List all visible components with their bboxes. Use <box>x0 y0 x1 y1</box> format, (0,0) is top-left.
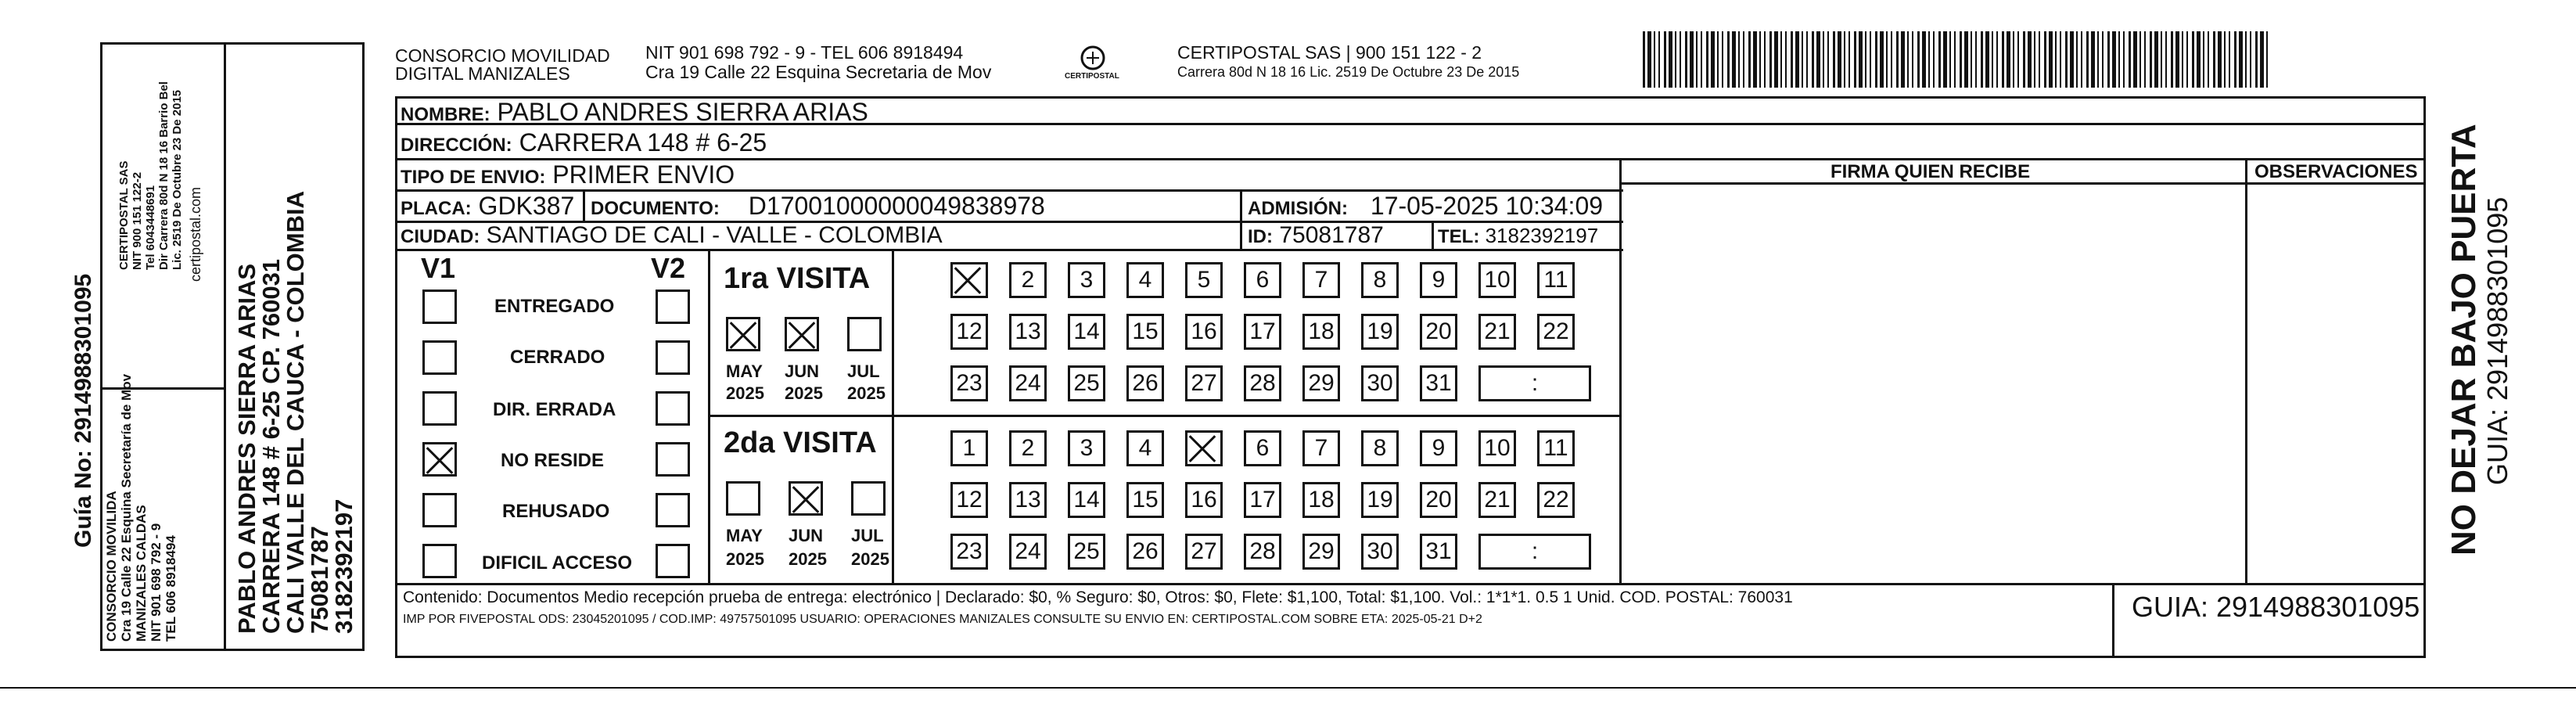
day-box[interactable]: 11 <box>1537 430 1575 466</box>
month-check-checked[interactable] <box>726 317 760 351</box>
admision-value: 17-05-2025 10:34:09 <box>1370 192 1604 220</box>
documento-label: DOCUMENTO: <box>591 198 720 219</box>
day-box[interactable]: 2 <box>1009 430 1047 466</box>
day-box[interactable]: 13 <box>1009 314 1047 350</box>
ciudad-label: CIUDAD: <box>401 226 480 247</box>
reason-label: CERRADO <box>510 347 605 368</box>
reason-v1-check[interactable] <box>422 493 457 527</box>
year-label: 2025 <box>789 549 827 569</box>
id-row <box>1248 222 1384 249</box>
day-box[interactable]: 23 <box>950 365 988 401</box>
barcode <box>1643 31 2269 88</box>
documento-row <box>591 192 1045 221</box>
tel-value: 3182392197 <box>1485 224 1599 247</box>
second-visit-title: 2da VISITA <box>724 426 877 459</box>
day-box[interactable]: 21 <box>1478 314 1516 350</box>
ciudad-row <box>401 222 943 249</box>
month-check-checked[interactable] <box>785 317 819 351</box>
tipo-row <box>401 160 735 189</box>
day-box[interactable]: 23 <box>950 534 988 570</box>
v2-label: V2 <box>651 252 686 284</box>
day-box[interactable]: 9 <box>1420 262 1457 298</box>
reason-v2-check[interactable] <box>656 544 690 578</box>
tipo-value: PRIMER ENVIO <box>552 160 735 189</box>
day-box[interactable]: 29 <box>1302 534 1340 570</box>
admision-row <box>1248 192 1603 221</box>
year-label: 2025 <box>785 383 823 403</box>
month-label: MAY <box>726 361 763 381</box>
direccion-value: CARRERA 148 # 6-25 <box>519 128 767 156</box>
footer-contenido: Contenido: Documentos Medio recepción prueba de entrega: electrónico | Declarado: $0, % Seguro: $0, Otros: $0, Flete: $1,100, Total: $1,100. Vol.: 1*1*1. 0.5 1 Unid. COD. POSTAL: 760031 <box>403 588 1793 606</box>
reason-v1-check[interactable] <box>422 391 457 426</box>
day-box[interactable]: 31 <box>1420 365 1457 401</box>
day-box[interactable]: 29 <box>1302 365 1340 401</box>
day-box[interactable]: 24 <box>1009 534 1047 570</box>
day-box-checked[interactable] <box>950 262 988 298</box>
month-check-checked[interactable] <box>789 481 823 516</box>
day-box[interactable]: 8 <box>1361 262 1399 298</box>
month-label: JUN <box>785 361 820 381</box>
placa-label: PLACA: <box>401 198 472 219</box>
day-box[interactable]: 11 <box>1537 262 1575 298</box>
reason-label: DIR. ERRADA <box>493 399 616 420</box>
tipo-label: TIPO DE ENVIO: <box>401 167 546 188</box>
stub-sender-text: CONSORCIO MOVILIDA Cra 19 Calle 22 Esquina Secretaría de Mov MANIZALES CALDAS NIT 901 698 792 - 9 TEL 606 8918494 <box>104 373 178 642</box>
day-box[interactable]: 26 <box>1126 365 1164 401</box>
tel-row <box>1438 224 1598 248</box>
tel-label: TEL: <box>1438 226 1480 247</box>
day-box[interactable]: 27 <box>1185 534 1223 570</box>
header-carrier-info: CERTIPOSTAL SAS | 900 151 122 - 2 Carrera 80d N 18 16 Lic. 2519 De Octubre 23 De 2015 <box>1177 42 1520 80</box>
stub-carrier-text: CERTIPOSTAL SAS NIT 900 151 122-2 Tel 6043448691 Dir Carrera 80d N 18 16 Barrio Bel Lic. 2519 De Octubre 23 De 2015 <box>117 81 184 270</box>
month-label: MAY <box>726 526 763 545</box>
day-box[interactable]: 18 <box>1302 482 1340 518</box>
day-box[interactable]: 16 <box>1185 314 1223 350</box>
day-box[interactable]: 31 <box>1420 534 1457 570</box>
footer-guia: GUIA: 2914988301095 <box>2132 591 2420 623</box>
reason-v1-check-checked[interactable] <box>422 442 457 477</box>
reason-v1-check[interactable] <box>422 290 457 324</box>
day-box[interactable]: 10 <box>1478 262 1516 298</box>
day-box[interactable]: 18 <box>1302 314 1340 350</box>
stub-guia-label: Guía No: 2914988301095 <box>70 273 96 548</box>
day-box[interactable]: 8 <box>1361 430 1399 466</box>
time-box[interactable]: : <box>1478 365 1591 401</box>
documento-value: D17001000000049838978 <box>748 192 1045 220</box>
day-box[interactable]: 7 <box>1302 430 1340 466</box>
placa-value: GDK387 <box>478 192 575 220</box>
day-box[interactable]: 28 <box>1244 365 1281 401</box>
day-box[interactable]: 30 <box>1361 534 1399 570</box>
reason-v2-check[interactable] <box>656 442 690 477</box>
stub-carrier-web: certipostal.com <box>188 186 203 282</box>
day-box[interactable]: 10 <box>1478 430 1516 466</box>
day-box[interactable]: 15 <box>1126 482 1164 518</box>
side-warning: NO DEJAR BAJO PUERTA <box>2445 124 2483 556</box>
day-box[interactable]: 25 <box>1068 534 1105 570</box>
year-label: 2025 <box>847 383 886 403</box>
day-box[interactable]: 1 <box>950 430 988 466</box>
nombre-value: PABLO ANDRES SIERRA ARIAS <box>497 98 868 126</box>
day-box[interactable]: 17 <box>1244 482 1281 518</box>
header-sender-info: NIT 901 698 792 - 9 - TEL 606 8918494 Cra 19 Calle 22 Esquina Secretaria de Mov <box>645 42 992 82</box>
stub-guia-number <box>55 0 102 705</box>
day-box[interactable]: 9 <box>1420 430 1457 466</box>
day-box[interactable]: 5 <box>1185 262 1223 298</box>
id-value: 75081787 <box>1279 222 1384 248</box>
day-box[interactable]: 21 <box>1478 482 1516 518</box>
nombre-label: NOMBRE: <box>401 104 490 125</box>
day-box[interactable]: 26 <box>1126 534 1164 570</box>
reason-v2-check[interactable] <box>656 290 690 324</box>
header-sender: CONSORCIO MOVILIDAD DIGITAL MANIZALES <box>395 45 610 84</box>
day-box[interactable]: 6 <box>1244 262 1281 298</box>
day-box[interactable]: 13 <box>1009 482 1047 518</box>
side-guia: GUIA: 2914988301095 <box>2481 196 2513 485</box>
stub-recipient-text: PABLO ANDRES SIERRA ARIAS CARRERA 148 # 6-25 CP. 760031 CALI VALLE DEL CAUCA - COLOMBIA 75081787 3182392197 <box>233 190 357 634</box>
day-box[interactable]: 20 <box>1420 314 1457 350</box>
year-label: 2025 <box>726 549 764 569</box>
reason-label: REHUSADO <box>502 501 610 522</box>
day-box[interactable]: 7 <box>1302 262 1340 298</box>
day-box[interactable]: 24 <box>1009 365 1047 401</box>
day-box[interactable]: 27 <box>1185 365 1223 401</box>
day-box[interactable]: 2 <box>1009 262 1047 298</box>
reason-v1-check[interactable] <box>422 544 457 578</box>
logo-icon: CERTIPOSTAL <box>1069 41 1116 88</box>
day-box[interactable]: 6 <box>1244 430 1281 466</box>
day-box[interactable]: 28 <box>1244 534 1281 570</box>
direccion-row <box>401 128 767 157</box>
reason-v1-check[interactable] <box>422 340 457 375</box>
day-box[interactable]: 22 <box>1537 482 1575 518</box>
reason-v2-check[interactable] <box>656 340 690 375</box>
day-box[interactable]: 12 <box>950 482 988 518</box>
month-label: JUN <box>789 526 824 545</box>
reason-label: DIFICIL ACCESO <box>482 552 633 574</box>
id-label: ID: <box>1248 226 1273 247</box>
day-box[interactable]: 4 <box>1126 430 1164 466</box>
footer-imp: IMP POR FIVEPOSTAL ODS: 23045201095 / COD.IMP: 49757501095 USUARIO: OPERACIONES MANIZALES CONSULTE SU ENVIO EN: CERTIPOSTAL.COM SOBRE ETA: 2025-05-21 D+2 <box>403 613 1482 626</box>
day-box[interactable]: 16 <box>1185 482 1223 518</box>
day-box-checked[interactable] <box>1185 430 1223 466</box>
day-box[interactable]: 3 <box>1068 430 1105 466</box>
observaciones-label: OBSERVACIONES <box>2254 161 2418 182</box>
month-check[interactable] <box>847 317 882 351</box>
first-visit-title: 1ra VISITA <box>724 262 871 295</box>
day-box[interactable]: 4 <box>1126 262 1164 298</box>
month-check[interactable] <box>726 481 760 516</box>
ciudad-value: SANTIAGO DE CALI - VALLE - COLOMBIA <box>486 222 943 248</box>
day-box[interactable]: 20 <box>1420 482 1457 518</box>
day-box[interactable]: 30 <box>1361 365 1399 401</box>
day-box[interactable]: 22 <box>1537 314 1575 350</box>
reason-label: NO RESIDE <box>501 450 605 471</box>
day-box[interactable]: 19 <box>1361 482 1399 518</box>
direccion-label: DIRECCIÓN: <box>401 135 512 156</box>
day-box[interactable]: 25 <box>1068 365 1105 401</box>
placa-row <box>401 192 574 221</box>
month-label: JUL <box>851 526 884 545</box>
day-box[interactable]: 19 <box>1361 314 1399 350</box>
year-label: 2025 <box>851 549 889 569</box>
reason-v2-check[interactable] <box>656 391 690 426</box>
reason-v2-check[interactable] <box>656 493 690 527</box>
year-label: 2025 <box>726 383 764 403</box>
day-box[interactable]: 12 <box>950 314 988 350</box>
month-label: JUL <box>847 361 880 381</box>
admision-label: ADMISIÓN: <box>1248 198 1348 219</box>
day-box[interactable]: 3 <box>1068 262 1105 298</box>
firma-label: FIRMA QUIEN RECIBE <box>1831 161 2031 182</box>
v1-label: V1 <box>421 252 456 284</box>
day-box[interactable]: 15 <box>1126 314 1164 350</box>
time-box[interactable]: : <box>1478 534 1591 570</box>
month-check[interactable] <box>851 481 886 516</box>
day-box[interactable]: 17 <box>1244 314 1281 350</box>
day-box[interactable]: 14 <box>1068 482 1105 518</box>
reason-label: ENTREGADO <box>494 296 615 317</box>
nombre-row <box>401 98 868 127</box>
day-box[interactable]: 14 <box>1068 314 1105 350</box>
